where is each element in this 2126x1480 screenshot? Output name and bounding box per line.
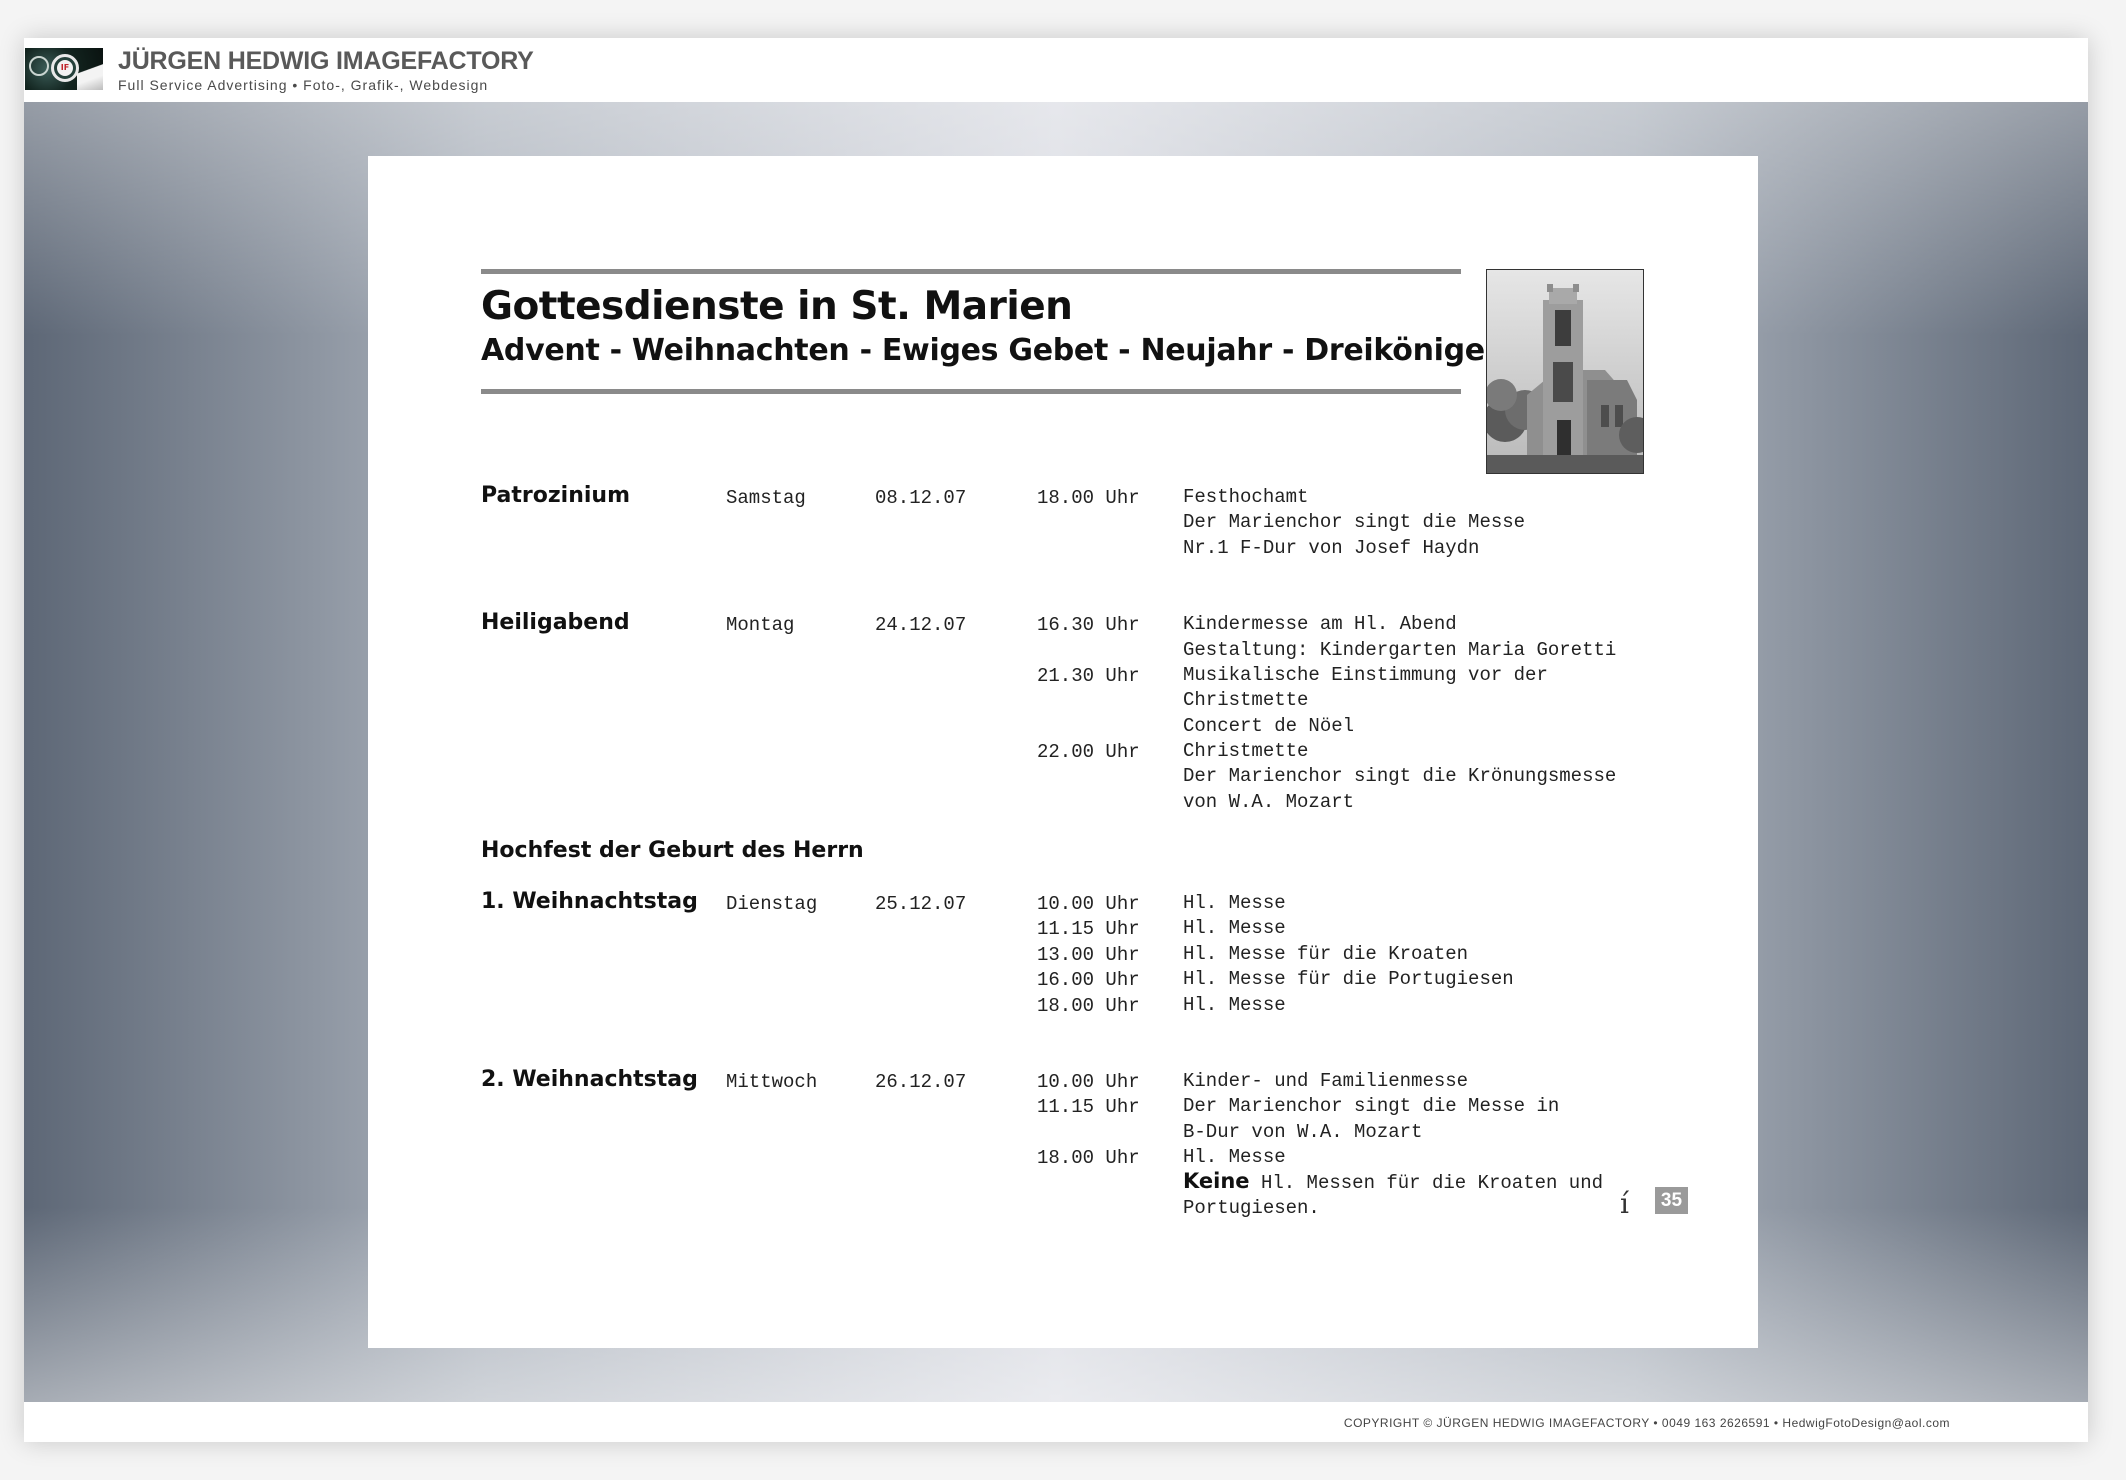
bottom-rule [481,389,1461,394]
entry-time: 11.15 Uhr [1037,1096,1140,1118]
entry-desc-line: Hl. Messe [1183,994,1286,1016]
entry-name-1-weihnachtstag: 1. Weihnachtstag [481,889,698,914]
page-frame [24,38,2088,1442]
section-heading: Hochfest der Geburt des Herrn [481,838,864,863]
gray-stage [24,102,2088,1402]
entry-date: 24.12.07 [875,614,967,636]
entry-day: Mittwoch [726,1071,818,1093]
entry-desc-line: Concert de Nöel [1183,715,1355,737]
entry-desc-line: Der Marienchor singt die Messe in [1183,1095,1560,1117]
entry-desc-line: Musikalische Einstimmung vor der [1183,664,1548,686]
entry-time: 21.30 Uhr [1037,665,1140,687]
brand-tagline: Full Service Advertising • Foto-, Grafik-, Webdesign [118,77,489,93]
entry-desc-line: von W.A. Mozart [1183,791,1355,813]
brand-name: JÜRGEN HEDWIG IMAGEFACTORY [118,47,534,75]
entry-desc-line: Hl. Messe [1183,1146,1286,1168]
church-illustration [1487,270,1644,474]
entry-note [1183,1169,1603,1196]
entry-day: Dienstag [726,893,818,915]
page-subtitle: Advent - Weihnachten - Ewiges Gebet - Neujahr - Dreikönige [481,333,1485,368]
page-number-badge: 35 [1655,1187,1688,1214]
entry-desc-line: Der Marienchor singt die Messe [1183,511,1526,533]
top-rule [481,269,1461,274]
entry-desc-line: Hl. Messe [1183,892,1286,914]
entry-note-rest: Hl. Messen für die Kroaten und [1249,1172,1604,1194]
entry-time: 16.00 Uhr [1037,969,1140,991]
entry-desc-line: Christmette [1183,689,1309,711]
entry-desc-line: Christmette [1183,740,1309,762]
entry-day: Montag [726,614,795,636]
entry-name-2-weihnachtstag: 2. Weihnachtstag [481,1067,698,1092]
entry-date: 08.12.07 [875,487,967,509]
entry-desc-line: Hl. Messe für die Kroaten [1183,943,1469,965]
entry-desc-line: Hl. Messe für die Portugiesen [1183,968,1514,990]
entry-desc-line: Kindermesse am Hl. Abend [1183,613,1457,635]
entry-note-line2: Portugiesen. [1183,1197,1320,1219]
brand-header [24,38,2088,102]
document-page [368,156,1758,1348]
entry-desc-line: Kinder- und Familienmesse [1183,1070,1469,1092]
entry-day: Samstag [726,487,806,509]
entry-desc-line: Festhochamt [1183,486,1309,508]
page-mark: í [1620,1187,1629,1220]
entry-time: 13.00 Uhr [1037,944,1140,966]
page-title: Gottesdienste in St. Marien [481,284,1073,329]
entry-time: 10.00 Uhr [1037,1071,1140,1093]
entry-time: 10.00 Uhr [1037,893,1140,915]
copyright-footer: COPYRIGHT © JÜRGEN HEDWIG IMAGEFACTORY • 0049 163 2626591 • HedwigFotoDesign@aol.com [1343,1416,1950,1430]
entry-time: 16.30 Uhr [1037,614,1140,636]
entry-name-heiligabend: Heiligabend [481,610,630,635]
entry-time: 18.00 Uhr [1037,995,1140,1017]
entry-name-patrozinium: Patrozinium [481,483,630,508]
entry-desc-line: Hl. Messe [1183,917,1286,939]
entry-date: 25.12.07 [875,893,967,915]
entry-time: 18.00 Uhr [1037,487,1140,509]
entry-date: 26.12.07 [875,1071,967,1093]
entry-desc-line: Der Marienchor singt die Krönungsmesse [1183,765,1617,787]
entry-time: 11.15 Uhr [1037,918,1140,940]
entry-desc-line: Nr.1 F-Dur von Josef Haydn [1183,537,1480,559]
entry-desc-line: B-Dur von W.A. Mozart [1183,1121,1423,1143]
entry-time: 18.00 Uhr [1037,1147,1140,1169]
church-photo-icon [1486,269,1644,474]
entry-time: 22.00 Uhr [1037,741,1140,763]
entry-note-lead: Keine [1183,1169,1250,1193]
entry-desc-line: Gestaltung: Kindergarten Maria Goretti [1183,639,1617,661]
imagefactory-logo-icon: IF [25,48,103,90]
